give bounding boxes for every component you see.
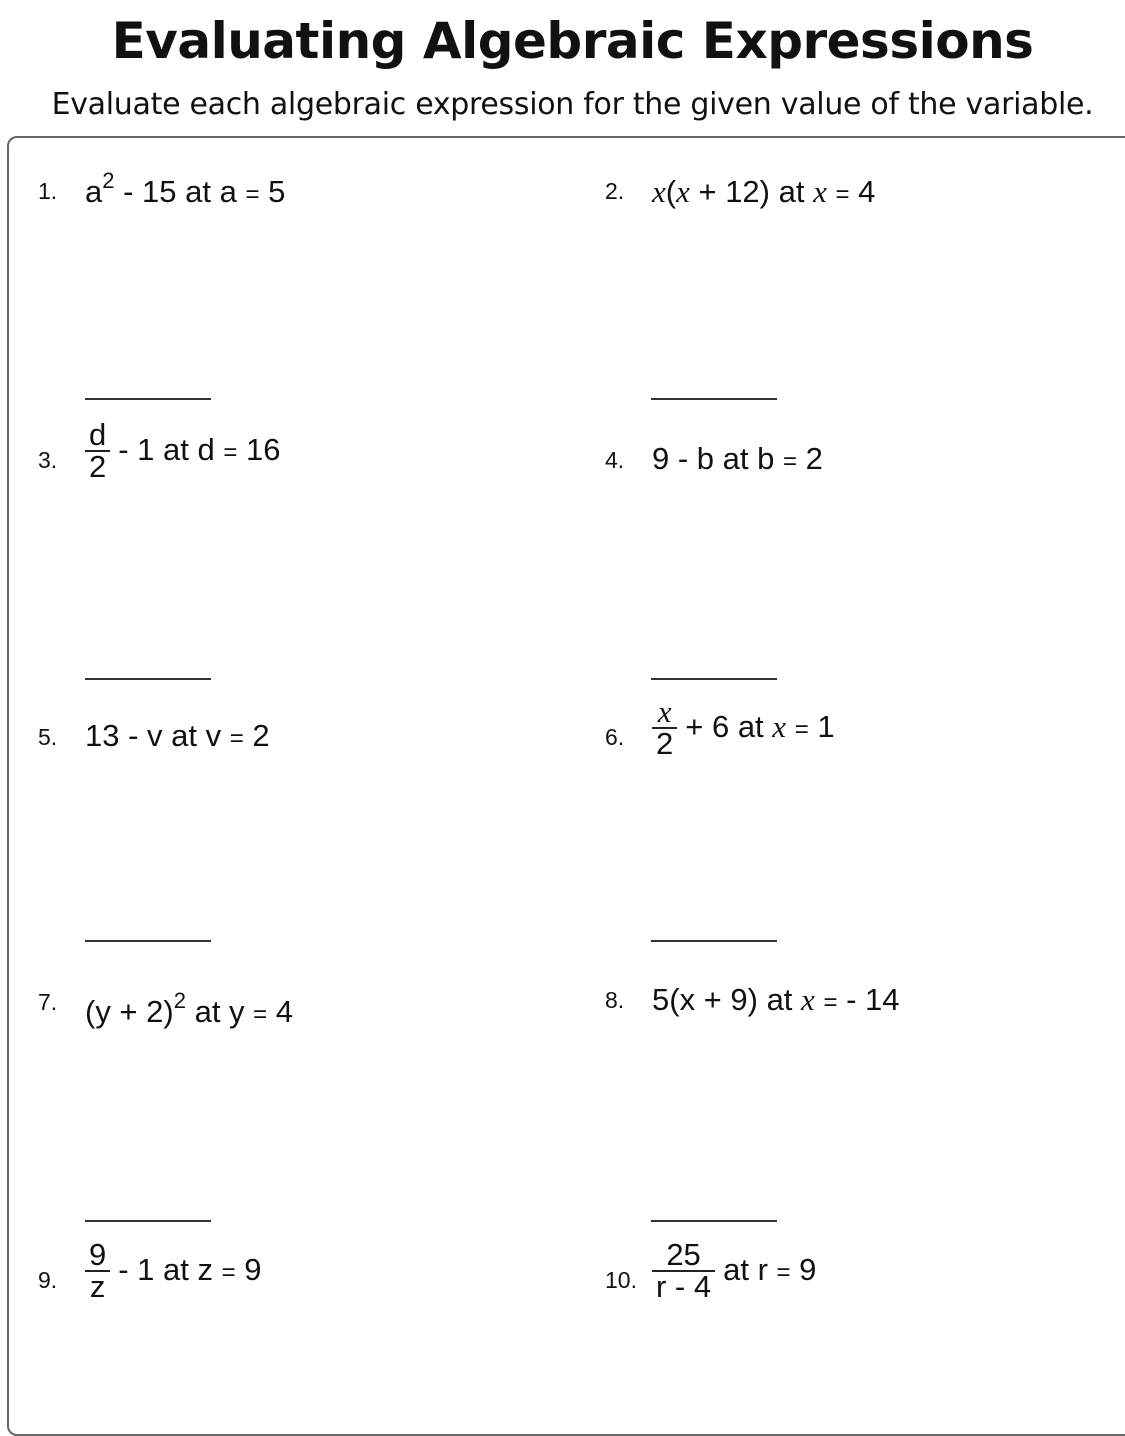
problem-number: 9. <box>38 1267 58 1293</box>
problem-number: 8. <box>605 987 625 1013</box>
problem-number: 4. <box>605 447 625 473</box>
problem-expression <box>85 1237 262 1304</box>
fraction-denominator: z <box>89 1269 106 1304</box>
problem-number: 3. <box>38 447 58 473</box>
expr-value: 4 <box>267 994 294 1029</box>
fraction-denominator: 2 <box>89 449 107 484</box>
expr-fraction <box>652 1237 715 1304</box>
fraction-numerator: x <box>652 697 677 729</box>
fraction-numerator: d <box>85 420 110 452</box>
fraction-numerator: 25 <box>652 1240 715 1272</box>
expr-equals: = <box>229 725 244 752</box>
expr-exponent: 2 <box>102 168 115 193</box>
problem-number: 10. <box>605 1267 637 1293</box>
expr-rest: 5(x + 9) at <box>652 982 802 1017</box>
expr-rest: + 6 at x = 1 <box>685 708 835 744</box>
expr-variable: x <box>652 174 666 209</box>
expr-value: 2 <box>243 718 270 753</box>
expr-equals: = <box>823 989 838 1016</box>
problem-number: 6. <box>605 724 625 750</box>
problem-expression <box>85 168 286 215</box>
problem-expression <box>652 1237 817 1304</box>
answer-line[interactable] <box>651 940 777 942</box>
problem-expression <box>85 716 270 759</box>
fraction-denominator: r - 4 <box>656 1269 712 1304</box>
problem-number: 5. <box>38 724 58 750</box>
problem-expression <box>652 980 899 1023</box>
answer-line[interactable] <box>85 1220 211 1222</box>
expr-fraction <box>652 694 677 761</box>
answer-line[interactable] <box>85 940 211 942</box>
expr-rest: at r = 9 <box>723 1251 817 1287</box>
expr-exponent: 2 <box>173 988 186 1013</box>
expr-fraction <box>85 1237 110 1304</box>
expr-variable: x <box>813 174 827 209</box>
problem-expression <box>85 417 281 484</box>
expr-variable: x <box>676 174 690 209</box>
expr-paren: ( <box>665 174 677 209</box>
expr-value: 4 <box>849 174 876 209</box>
expr-fraction <box>85 417 110 484</box>
problem-number: 1. <box>38 178 58 204</box>
expr-equals: = <box>835 181 850 208</box>
expr-value: - 14 <box>837 982 900 1017</box>
expr-rest: 9 - b at b <box>652 441 783 476</box>
instructions: Evaluate each algebraic expression for the given value of the variable. <box>51 87 1094 122</box>
problem-expression <box>652 172 875 215</box>
expr-equals: = <box>245 181 260 208</box>
problem-number: 2. <box>605 178 625 204</box>
expr-variable: x <box>801 982 815 1017</box>
problem-number: 7. <box>38 989 58 1015</box>
problem-expression <box>652 439 823 482</box>
expr-equals: = <box>253 1001 268 1028</box>
expr-value: 5 <box>259 174 286 209</box>
page-title: Evaluating Algebraic Expressions <box>111 12 1034 70</box>
expr-base: (y + 2) <box>85 994 174 1029</box>
problem-expression <box>652 694 835 761</box>
expr-rest: 13 - v at v <box>85 718 230 753</box>
answer-line[interactable] <box>85 398 211 400</box>
expr-value: 2 <box>796 441 823 476</box>
expr-rest: at y <box>185 994 254 1029</box>
expr-rest: + 12) at <box>689 174 814 209</box>
answer-line[interactable] <box>651 1220 777 1222</box>
expr-base: a <box>85 174 103 209</box>
expr-rest: - 1 at d = 16 <box>118 431 281 467</box>
answer-line[interactable] <box>651 398 777 400</box>
answer-line[interactable] <box>85 678 211 680</box>
problem-expression <box>85 988 294 1035</box>
fraction-denominator: 2 <box>656 726 674 761</box>
fraction-numerator: 9 <box>85 1240 110 1272</box>
expr-equals: = <box>782 448 797 475</box>
answer-line[interactable] <box>651 678 777 680</box>
expr-rest: - 1 at z = 9 <box>118 1251 262 1287</box>
expr-rest: - 15 at a <box>123 174 246 209</box>
